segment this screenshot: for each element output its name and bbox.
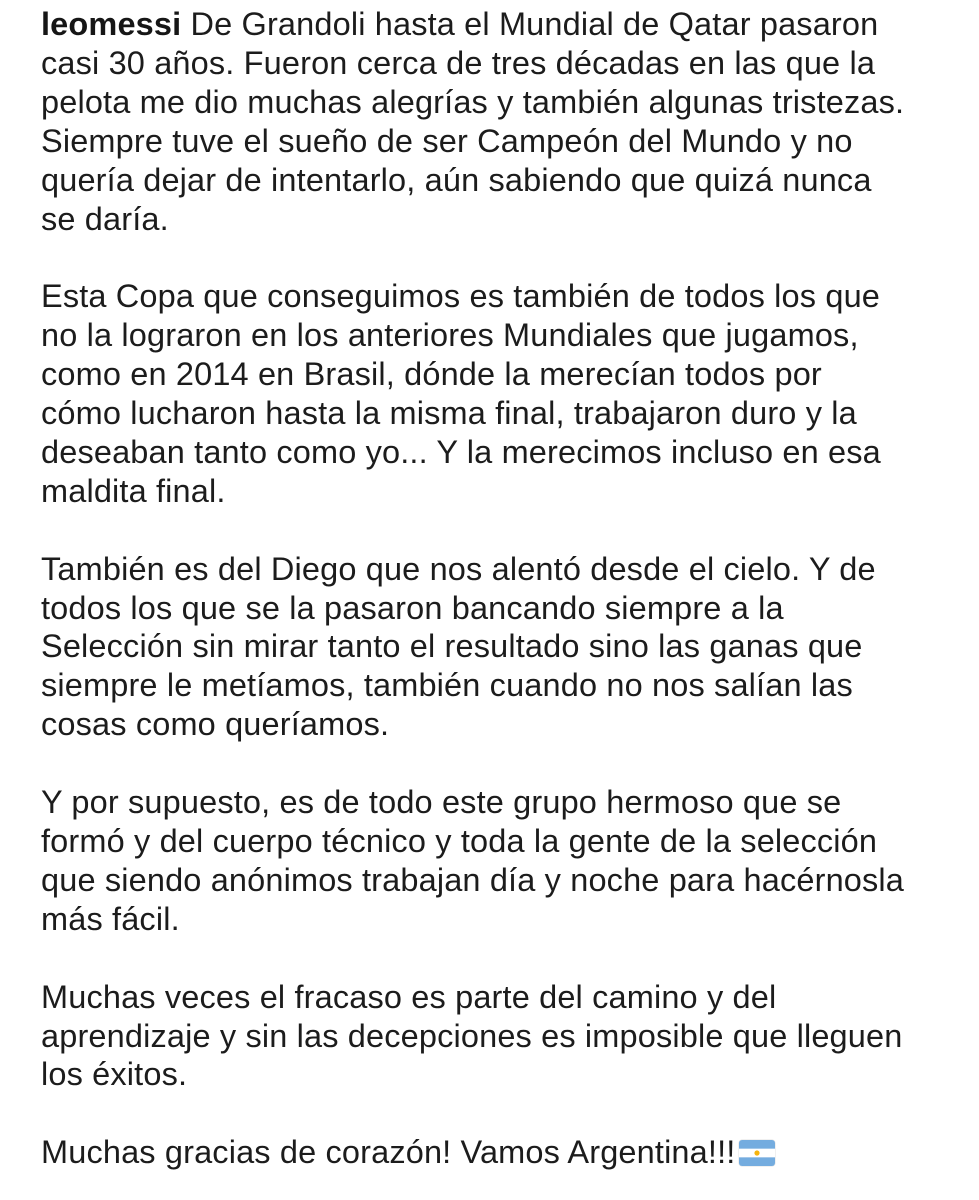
- closing-text: Muchas gracias de corazón! Vamos Argentina!!!: [41, 1134, 736, 1171]
- username-link[interactable]: leomessi: [41, 6, 182, 42]
- caption-paragraph-4: Y por supuesto, es de todo este grupo hermoso que se formó y del cuerpo técnico y toda la gente de la selección que siendo anónimos trabajan día y noche para hacérnosla más fácil.: [41, 784, 905, 937]
- paragraph-text: De Grandoli hasta el Mundial de Qatar pasaron casi 30 años. Fueron cerca de tres décadas en las que la pelota me dio muchas alegrías y también algunas tristezas. Siempre tuve el sueño de ser Campeón del Mundo y no quería dejar de intentarlo, aún sabiendo que quizá nunca se daría.: [41, 6, 905, 237]
- caption-paragraph-1: [41, 5, 946, 238]
- caption-paragraph-6: [41, 1133, 946, 1172]
- caption-paragraph-2: Esta Copa que conseguimos es también de todos los que no la lograron en los anteriores Mundiales que jugamos, como en 2014 en Brasil, dónde la merecían todos por cómo lucharon hasta la misma final, trabajaron duro y la deseaban tanto como yo... Y la merecimos incluso en esa maldita final.: [41, 278, 881, 509]
- argentina-flag-icon: [739, 1140, 775, 1166]
- caption-paragraph-5: Muchas veces el fracaso es parte del camino y del aprendizaje y sin las decepciones es imposible que lleguen los éxitos.: [41, 978, 903, 1093]
- caption-paragraph-3: También es del Diego que nos alentó desde el cielo. Y de todos los que se la pasaron bancando siempre a la Selección sin mirar tanto el resultado sino las ganas que siempre le metíamos, también cuando no nos salían las cosas como queríamos.: [41, 550, 876, 743]
- post-caption: [41, 5, 946, 1172]
